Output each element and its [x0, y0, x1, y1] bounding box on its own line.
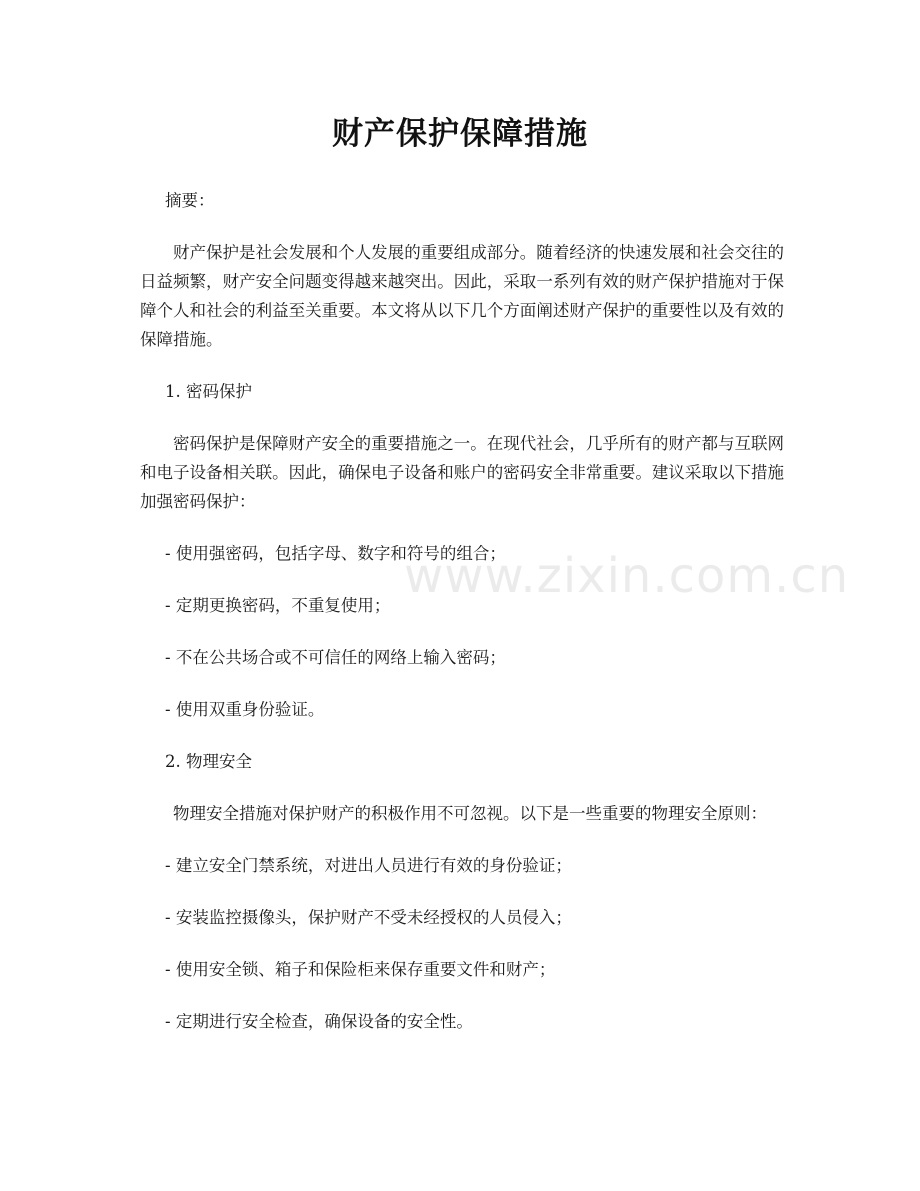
- list-item: - 定期更换密码，不重复使用；: [165, 596, 391, 615]
- intro-paragraph: 财产保护是社会发展和个人发展的重要组成部分。随着经济的快速发展和社会交往的日益频繁，财产安全问题变得越来越突出。因此，采取一系列有效的财产保护措施对于保障个人和社会的利益至关重要。本文将从以下几个方面阐述财产保护的重要性以及有效的保障措施。: [140, 243, 784, 349]
- section-heading-password: 1. 密码保护: [165, 382, 252, 401]
- section-body-physical: 物理安全措施对保护财产的积极作用不可忽视。以下是一些重要的物理安全原则：: [173, 804, 767, 823]
- abstract-label: 摘要：: [165, 191, 215, 210]
- watermark: www.zixin.com.cn: [404, 548, 850, 604]
- list-item: - 定期进行安全检查，确保设备的安全性。: [165, 1012, 473, 1031]
- document-body: [140, 186, 784, 1059]
- section-heading-physical: 2. 物理安全: [165, 752, 252, 771]
- list-item: - 使用安全锁、箱子和保险柜来保存重要文件和财产；: [165, 960, 556, 979]
- document-title: 财产保护保障措施: [332, 116, 588, 152]
- list-item: - 安装监控摄像头，保护财产不受未经授权的人员侵入；: [165, 908, 572, 927]
- list-item: - 不在公共场合或不可信任的网络上输入密码；: [165, 648, 506, 667]
- list-item: - 使用双重身份验证。: [165, 700, 325, 719]
- list-item: - 使用强密码，包括字母、数字和符号的组合；: [165, 544, 506, 563]
- list-item: - 建立安全门禁系统，对进出人员进行有效的身份验证；: [165, 856, 572, 875]
- section-body-password: 密码保护是保障财产安全的重要措施之一。在现代社会，几乎所有的财产都与互联网和电子设备相关联。因此，确保电子设备和账户的密码安全非常重要。建议采取以下措施加强密码保护：: [140, 434, 784, 511]
